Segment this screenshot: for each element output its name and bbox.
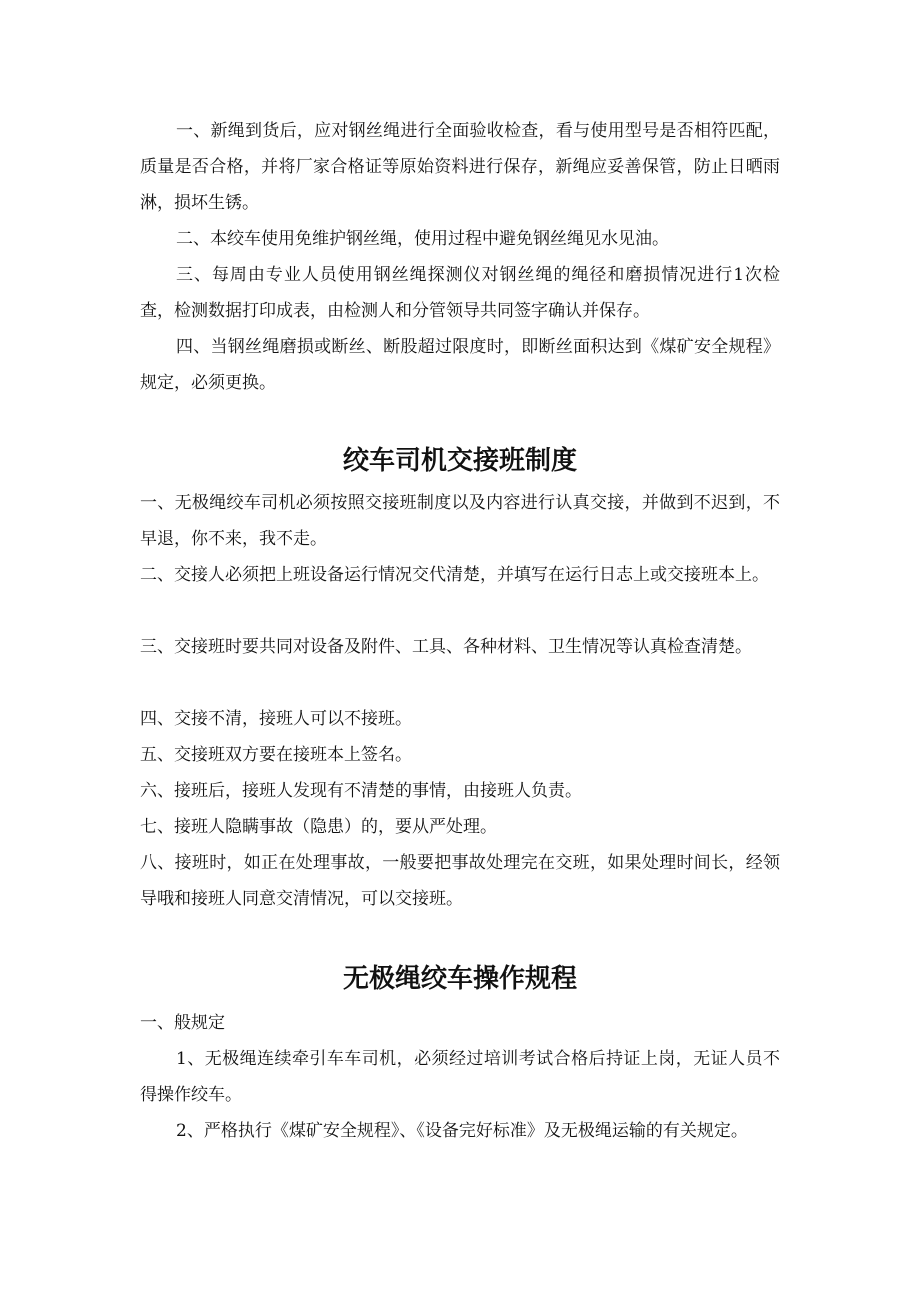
- rope-paragraph-1: 一、新绳到货后，应对钢丝绳进行全面验收检查，看与使用型号是否相符匹配，质量是否合格，并将厂家合格证等原始资料进行保存，新绳应妥善保管，防止日晒雨淋，损坏生锈。: [140, 121, 780, 213]
- handover-item-7: 七、接班人隐瞒事故（隐患）的，要从严处理。: [140, 817, 497, 837]
- rope-paragraph-3: 三、每周由专业人员使用钢丝绳探测仪对钢丝绳的绳径和磨损情况进行1次检查，检测数据打印成表，由检测人和分管领导共同签字确认并保存。: [140, 265, 780, 321]
- handover-item-5: 五、交接班双方要在接班本上签名。: [140, 745, 412, 765]
- general-rules-subheading: 一、般规定: [140, 1013, 225, 1033]
- operation-rules-title: 无极绳绞车操作规程: [342, 964, 577, 994]
- rope-paragraph-2: 二、本绞车使用免维护钢丝绳，使用过程中避免钢丝绳见水见油。: [176, 229, 669, 249]
- handover-item-2: 二、交接人必须把上班设备运行情况交代清楚，并填写在运行日志上或交接班本上。: [140, 565, 769, 585]
- shift-handover-title: 绞车司机交接班制度: [342, 446, 577, 476]
- operation-paragraph-1: 1、无极绳连续牵引车车司机，必须经过培训考试合格后持证上岗，无证人员不得操作绞车。: [140, 1049, 780, 1105]
- handover-item-4: 四、交接不清，接班人可以不接班。: [140, 709, 412, 729]
- operation-paragraph-2: 2、严格执行《煤矿安全规程》、《设备完好标准》及无极绳运输的有关规定。: [176, 1121, 748, 1141]
- handover-item-8: 八、接班时，如正在处理事故，一般要把事故处理完在交班，如果处理时间长，经领导哦和接班人同意交清情况，可以交接班。: [140, 853, 780, 909]
- handover-item-1: 一、无极绳绞车司机必须按照交接班制度以及内容进行认真交接，并做到不迟到，不早退，你不来，我不走。: [140, 493, 780, 549]
- rope-paragraph-4: 四、当钢丝绳磨损或断丝、断股超过限度时，即断丝面积达到《煤矿安全规程》规定，必须更换。: [140, 337, 780, 393]
- handover-item-6: 六、接班后，接班人发现有不清楚的事情，由接班人负责。: [140, 781, 582, 801]
- handover-item-3: 三、交接班时要共同对设备及附件、工具、各种材料、卫生情况等认真检查清楚。: [140, 637, 752, 657]
